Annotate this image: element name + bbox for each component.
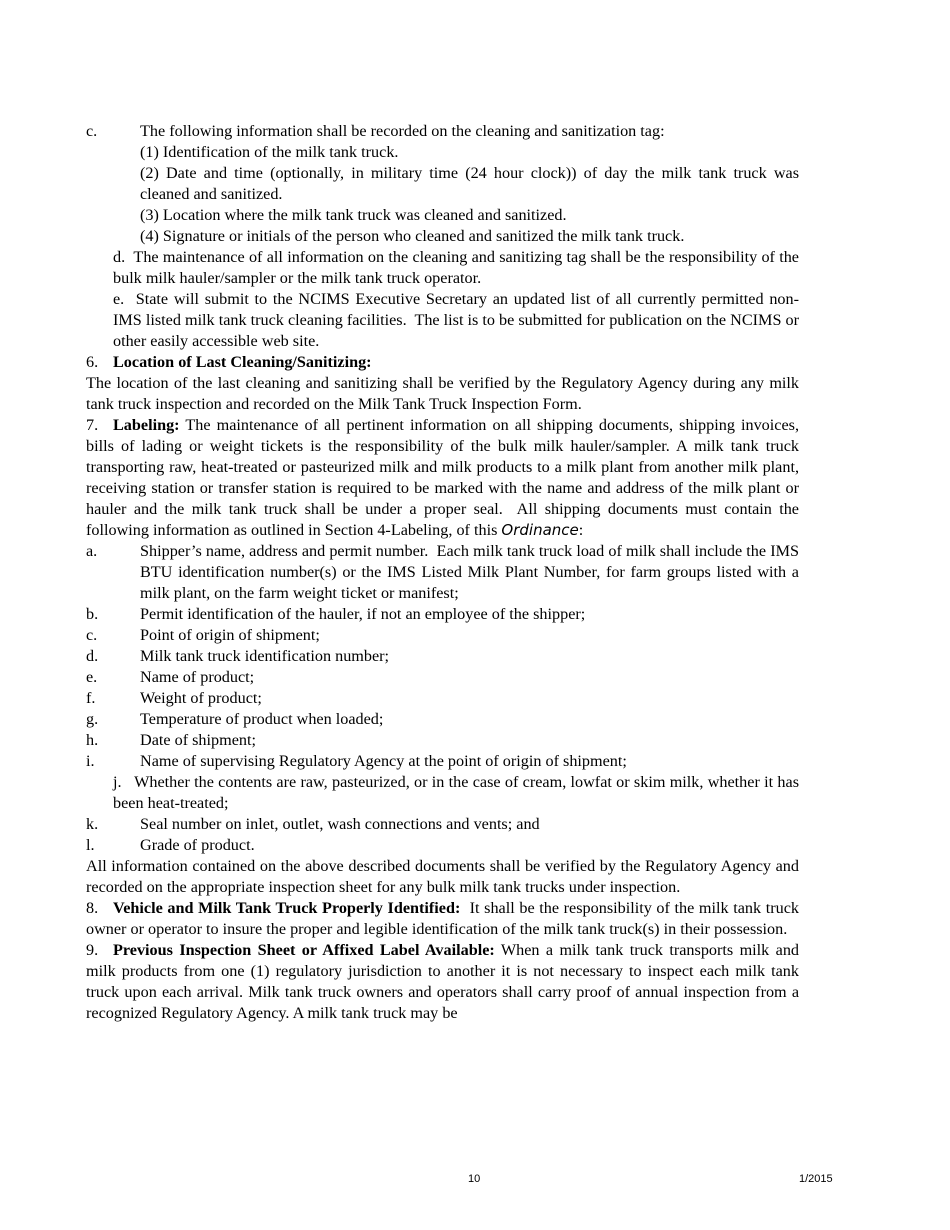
list-item-text: Seal number on inlet, outlet, wash connections and vents; and: [140, 815, 540, 833]
item-c: [86, 121, 799, 142]
section-7-title: Labeling:: [113, 416, 180, 434]
item-e: e. State will submit to the NCIMS Executive Secretary an updated list of all currently permitted non-IMS listed milk tank truck cleaning facilities. The list is to be submitted for publication on the NCIMS or other easily accessible web site.: [113, 290, 799, 350]
section-8-title: Vehicle and Milk Tank Truck Properly Identified:: [113, 899, 461, 917]
list-item-text: Temperature of product when loaded;: [140, 710, 384, 728]
list-item-j: j. Whether the contents are raw, pasteurized, or in the case of cream, lowfat or skim milk, whether it has been heat-treated;: [113, 773, 799, 812]
list-item: [86, 688, 799, 709]
revision-date: 1/2015: [799, 1173, 833, 1185]
page-number: 10: [468, 1173, 481, 1185]
list-item-text: Name of supervising Regulatory Agency at the point of origin of shipment;: [140, 752, 627, 770]
item-d: d. The maintenance of all information on the cleaning and sanitizing tag shall be the responsibility of the bulk milk hauler/sampler or the milk tank truck operator.: [113, 248, 799, 287]
section-6-heading: [86, 352, 799, 373]
item-c-label: c.: [86, 122, 98, 140]
c-subitem: (2) Date and time (optionally, in military time (24 hour clock)) of day the milk tank truck was cleaned and sanitized.: [140, 164, 799, 203]
section-7-colon: :: [578, 521, 584, 539]
list-item-text: Date of shipment;: [140, 731, 256, 749]
section-8-paragraph: [86, 898, 799, 940]
list-item: [86, 730, 799, 751]
section-9-title: Previous Inspection Sheet or Affixed Label Available:: [113, 941, 495, 959]
list-item: [86, 604, 799, 625]
list-item-text: Point of origin of shipment;: [140, 626, 320, 644]
list-item-text: Milk tank truck identification number;: [140, 647, 390, 665]
list-item-label: a.: [86, 542, 98, 560]
list-item: [86, 646, 799, 667]
list-item-label: k.: [86, 815, 99, 833]
list-item-text: Weight of product;: [140, 689, 262, 707]
list-item-label: c.: [86, 626, 98, 644]
section-7-number: 7.: [86, 416, 99, 434]
list-item: [86, 709, 799, 730]
c-subitem: (3) Location where the milk tank truck was cleaned and sanitized.: [140, 206, 567, 224]
ordinance-word: Ordinance: [501, 521, 579, 539]
section-6-number: 6.: [86, 353, 99, 371]
list-item-label: b.: [86, 605, 99, 623]
list-item-text: Grade of product.: [140, 836, 255, 854]
document-body: [86, 121, 799, 1024]
list-item-label: h.: [86, 731, 99, 749]
section-6-body: The location of the last cleaning and sanitizing shall be verified by the Regulatory Agency during any milk tank truck inspection and recorded on the Milk Tank Truck Inspection Form.: [86, 374, 799, 413]
section-6-title: Location of Last Cleaning/Sanitizing:: [113, 353, 372, 371]
section-9-number: 9.: [86, 941, 99, 959]
list-item: [86, 625, 799, 646]
list-item: [86, 541, 799, 604]
list-item-text: Permit identification of the hauler, if not an employee of the shipper;: [140, 605, 586, 623]
list-item-label: f.: [86, 689, 96, 707]
section-7-paragraph: [86, 415, 799, 541]
list-item-label: l.: [86, 836, 95, 854]
list-item: [86, 835, 799, 856]
item-c-text: The following information shall be recorded on the cleaning and sanitization tag:: [140, 122, 665, 140]
section-8-body: It shall be the responsibility of the milk tank truck owner or operator to insure the proper and legible identification of the milk tank truck(s) in their possession.: [86, 899, 799, 938]
list-item-label: d.: [86, 647, 99, 665]
list-item-label: e.: [86, 668, 98, 686]
c-subitem: (4) Signature or initials of the person who cleaned and sanitized the milk tank truck.: [140, 227, 685, 245]
c-subitem: (1) Identification of the milk tank truck.: [140, 143, 399, 161]
list-item-text: Name of product;: [140, 668, 255, 686]
list-item-label: g.: [86, 710, 99, 728]
list-item-label: i.: [86, 752, 95, 770]
list-item-text: Shipper’s name, address and permit number. Each milk tank truck load of milk shall include the IMS BTU identification number(s) or the IMS Listed Milk Plant Number, for farm groups listed with a milk plant, on the farm weight ticket or manifest;: [140, 542, 799, 602]
list-item: [86, 667, 799, 688]
section-8-number: 8.: [86, 899, 99, 917]
list-item: [86, 814, 799, 835]
section-7-body: The maintenance of all pertinent information on all shipping documents, shipping invoices, bills of lading or weight tickets is the responsibility of the bulk milk hauler/sampler. A milk tank truck transporting raw, heat-treated or pasteurized milk and milk products to a milk plant from another milk plant, receiving station or transfer station is required to be marked with the name and address of the milk plant or hauler and the milk tank truck shall be under a proper seal. All shipping documents must contain the following information as outlined in Section 4-Labeling, of this: [86, 416, 799, 539]
section-9-body: When a milk tank truck transports milk and milk products from one (1) regulatory jurisdiction to another it is not necessary to inspect each milk tank truck upon each arrival. Milk tank truck owners and operators shall carry proof of annual inspection from a recognized Regulatory Agency. A milk tank truck may be: [86, 941, 800, 1022]
section-9-paragraph: [86, 940, 799, 1024]
section-7-closing: All information contained on the above described documents shall be verified by the Regulatory Agency and recorded on the appropriate inspection sheet for any bulk milk tank trucks under inspection.: [86, 857, 799, 896]
list-item: [86, 751, 799, 772]
